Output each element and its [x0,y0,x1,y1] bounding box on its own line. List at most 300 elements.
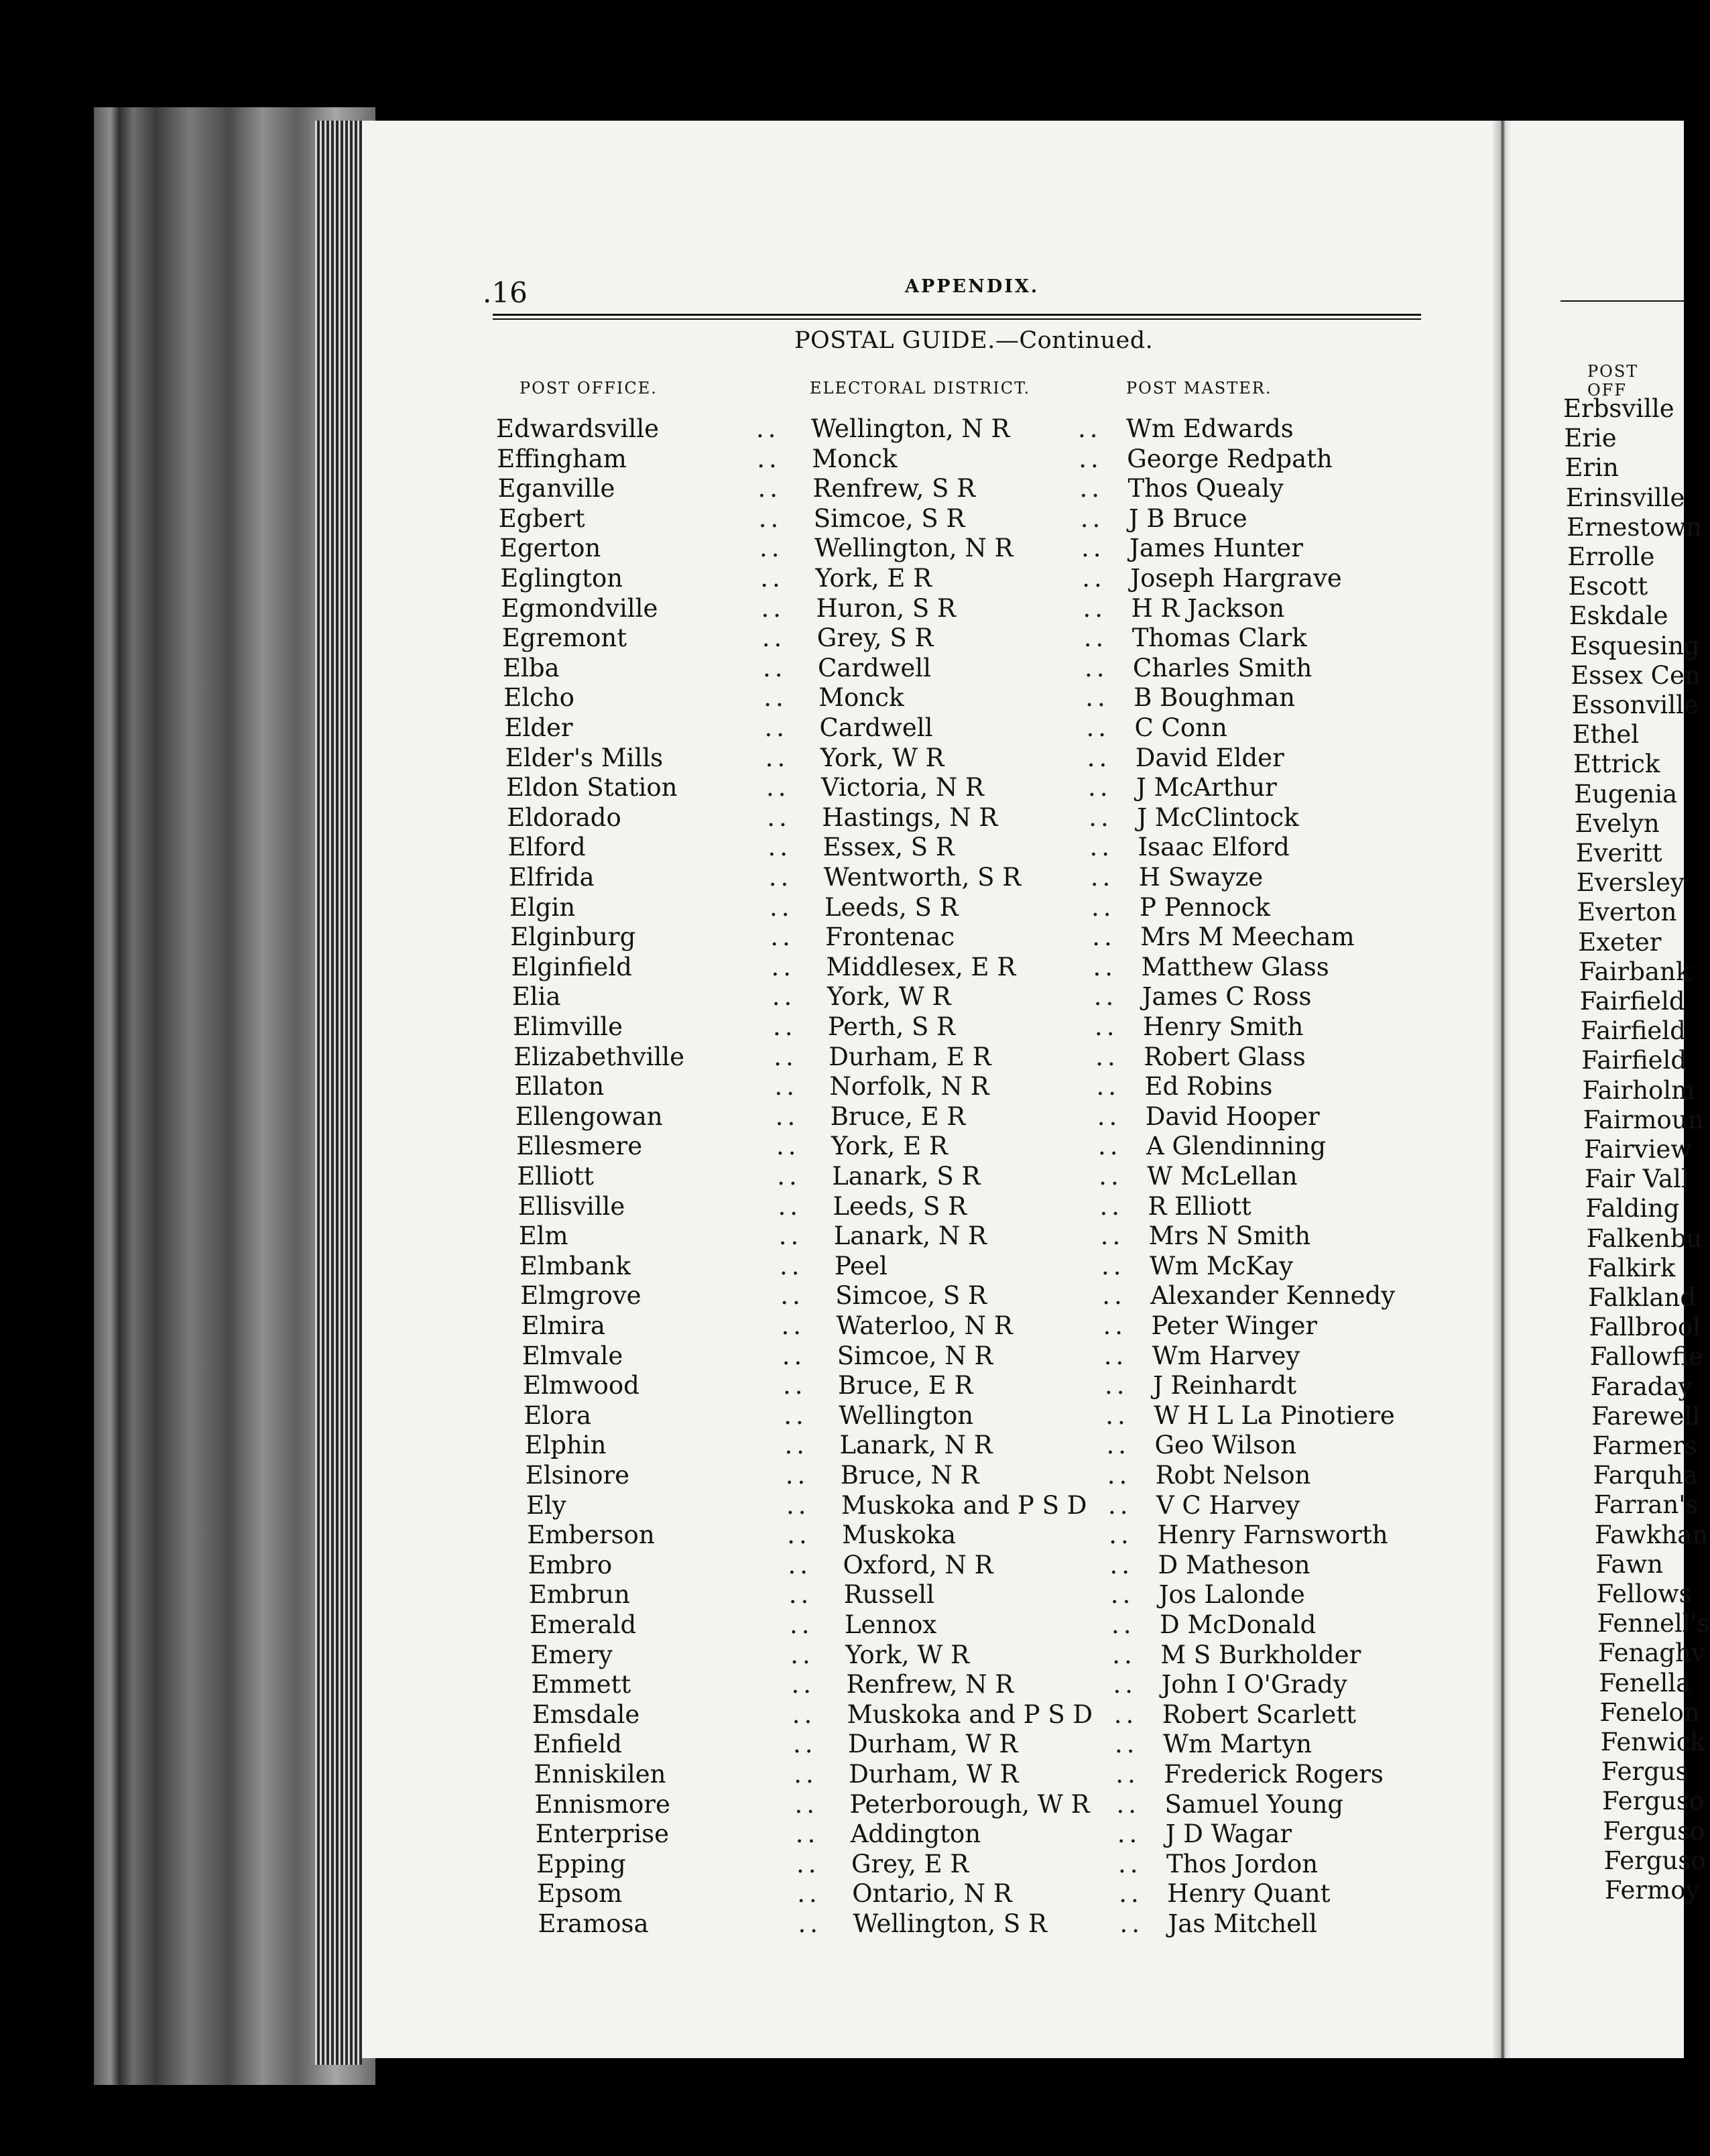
electoral-district: Renfrew, S R [812,474,976,503]
post-office-name: Elginburg [510,922,636,952]
leader-dots: .. [766,773,790,802]
post-office-name: Ellisville [517,1191,625,1221]
post-office-name: Elsinore [525,1461,630,1490]
right-page-post-office: Ettrick [1573,750,1660,779]
leader-dots: .. [788,1550,812,1579]
leader-dots: .. [1089,833,1113,862]
post-master-name: Thos Quealy [1127,474,1284,503]
leader-dots: .. [1103,1311,1127,1340]
right-page-post-office: Erbsville [1563,394,1674,423]
leader-dots: .. [1117,1849,1142,1878]
leader-dots: .. [758,503,783,533]
leader-dots: .. [767,802,791,832]
post-office-name: Elmbank [519,1251,631,1280]
right-page-post-office: Fairbank [1579,957,1691,986]
column-header-post-master: POST MASTER. [1126,379,1272,398]
post-office-name: Effingham [497,444,627,473]
post-office-name: Eglington [500,564,623,593]
leader-dots: .. [792,1699,816,1729]
right-page-post-office: Erinsville [1565,483,1685,512]
table-row [536,1819,1514,1849]
leader-dots: .. [768,863,793,892]
leader-dots: .. [786,1490,810,1520]
leader-dots: .. [778,1191,802,1221]
post-office-name: Emberson [527,1520,655,1550]
right-page-post-office: Escott [1568,572,1648,601]
leader-dots: .. [785,1461,810,1490]
post-office-name: Egmondville [501,593,658,623]
electoral-district: Durham, W R [849,1760,1019,1789]
post-master-name: Ed Robins [1144,1072,1273,1101]
column-header-post-office: POST OFFICE. [520,379,658,398]
right-page-post-office: Errolle [1567,542,1655,571]
page-title: POSTAL GUIDE.—Continued. [794,327,1154,354]
leader-dots: .. [757,444,781,473]
post-office-name: Elgin [509,892,576,922]
post-office-name: Ennismore [534,1789,670,1819]
post-office-name: Epsom [537,1879,623,1909]
leader-dots: .. [1099,1162,1123,1191]
leader-dots: .. [1113,1670,1137,1699]
right-page-post-office: Fawkhan [1595,1520,1709,1549]
electoral-district: Bruce, E R [830,1101,966,1131]
running-head: APPENDIX. [905,276,1040,297]
table-row [526,1491,1505,1520]
table-row [516,1132,1495,1161]
leader-dots: .. [1087,773,1112,802]
leader-dots: .. [778,1221,803,1251]
post-office-name: Elcho [503,683,574,713]
leader-dots: .. [1101,1251,1125,1280]
table-row [530,1610,1508,1640]
leader-dots: .. [771,952,795,981]
right-page-post-office: Fallbrool [1589,1313,1701,1342]
right-page-post-office: Fairfield [1581,1046,1687,1075]
leader-dots: .. [1082,564,1106,593]
right-page-post-office: Fenella [1599,1668,1691,1697]
right-page-post-office: Fairview [1583,1135,1692,1164]
electoral-district: Monck [812,444,898,473]
table-row [500,564,1479,593]
leader-dots: .. [1100,1221,1125,1251]
leader-dots: .. [1090,863,1115,892]
post-master-name: D Matheson [1158,1550,1310,1579]
post-office-name: Ellaton [514,1072,605,1101]
leader-dots: .. [1119,1879,1143,1909]
leader-dots: .. [792,1730,817,1759]
leader-dots: .. [759,534,784,563]
post-master-name: Mrs M Meecham [1140,922,1355,952]
post-office-name: Eldorado [507,802,621,832]
leader-dots: .. [784,1400,808,1430]
electoral-district: Bruce, N R [840,1461,979,1490]
leader-dots: .. [1109,1550,1134,1579]
right-page-post-office: Essex Cen [1571,660,1701,690]
post-master-name: Wm Martyn [1162,1730,1312,1759]
post-office-name: Elia [511,982,561,1012]
electoral-district: Lennox [844,1610,937,1639]
table-row [501,594,1479,623]
page-number: .16 [483,276,528,309]
table-row [517,1162,1495,1191]
table-row [536,1850,1515,1879]
leader-dots: .. [796,1849,820,1878]
electoral-district: Cardwell [817,653,931,682]
table-row [528,1551,1506,1580]
post-office-name: Elmira [521,1311,605,1340]
post-office-name: Elginfield [511,952,632,981]
leader-dots: .. [782,1341,806,1370]
leader-dots: .. [797,1879,821,1909]
right-page-post-office: Fawn [1595,1549,1663,1579]
table-row [533,1730,1512,1759]
leader-dots: .. [1079,474,1104,503]
electoral-district: Durham, E R [829,1042,991,1071]
right-page-post-office: Evelyn [1575,808,1660,838]
leader-dots: .. [1094,1012,1119,1041]
post-office-name: Elimville [512,1012,623,1041]
electoral-district: Durham, W R [847,1730,1018,1759]
post-master-name: Robt Nelson [1155,1461,1311,1490]
post-master-name: Geo Wilson [1154,1431,1297,1460]
post-master-name: J B Bruce [1128,503,1247,533]
post-master-name: David Hooper [1145,1101,1320,1131]
leader-dots: .. [1084,653,1109,682]
electoral-district: Middlesex, E R [826,952,1016,981]
post-master-name: D McDonald [1159,1610,1317,1639]
table-row [505,743,1484,773]
leader-dots: .. [1086,713,1111,742]
electoral-district: Simcoe, S R [813,503,965,533]
post-office-name: Elmgrove [520,1281,642,1311]
right-page-post-office: Fenaghv [1597,1638,1705,1668]
leader-dots: .. [789,1610,814,1639]
leader-dots: .. [764,683,788,713]
table-row [504,713,1483,743]
post-master-name: Frederick Rogers [1164,1760,1384,1789]
post-master-name: Robert Scarlett [1162,1699,1357,1729]
leader-dots: .. [772,982,796,1012]
post-master-name: H Swayze [1138,863,1264,892]
electoral-district: York, W R [845,1640,969,1669]
table-row [509,893,1488,922]
post-master-name: Robert Glass [1144,1042,1306,1071]
post-office-name: Elford [507,833,586,862]
leader-dots: .. [1081,534,1105,563]
right-page-post-office: Erin [1565,453,1619,483]
table-row [496,414,1475,444]
electoral-district: York, E R [815,564,932,593]
leader-dots: .. [761,593,786,623]
post-master-name: J Reinhardt [1152,1371,1297,1400]
post-master-name: Wm Harvey [1152,1341,1300,1370]
post-master-name: B Boughman [1134,683,1295,713]
post-office-name: Ely [526,1490,566,1520]
right-page-post-office: Fallowfie [1589,1342,1704,1372]
leader-dots: .. [757,474,782,503]
leader-dots: .. [1106,1431,1130,1460]
right-page-post-office: Fellows [1596,1579,1692,1608]
post-master-name: Henry Smith [1142,1012,1304,1041]
post-master-name: Samuel Young [1164,1789,1344,1819]
table-row [519,1221,1498,1251]
electoral-district: Simcoe, N R [837,1341,993,1370]
leader-dots: .. [1083,623,1108,653]
post-master-name: V C Harvey [1156,1490,1300,1520]
right-page-post-office: Eugenia [1574,779,1678,808]
header-rule [493,314,1421,320]
leader-dots: .. [769,892,794,922]
electoral-district: Cardwell [819,713,933,742]
right-page-post-office: Farquha [1593,1461,1698,1490]
leader-dots: .. [1099,1191,1123,1221]
post-office-name: Embro [528,1550,613,1579]
post-office-name: Egerton [499,534,601,563]
electoral-district: York, W R [827,982,951,1012]
leader-dots: .. [794,1789,818,1819]
table-row [497,444,1475,474]
leader-dots: .. [1093,952,1117,981]
post-master-name: Jos Lalonde [1158,1580,1305,1610]
leader-dots: .. [760,564,784,593]
table-row [502,623,1481,653]
post-master-name: George Redpath [1127,444,1333,473]
post-office-name: Elfrida [508,863,595,892]
post-master-name: Thos Jordon [1166,1849,1319,1878]
leader-dots: .. [1110,1580,1135,1610]
leader-dots: .. [1109,1520,1133,1550]
column-header-electoral-district: ELECTORAL DISTRICT. [810,379,1031,398]
right-page-post-office: Farran's [1593,1490,1699,1520]
leader-dots: .. [1105,1400,1129,1430]
post-master-name: Alexander Kennedy [1150,1281,1396,1311]
post-master-name: James C Ross [1142,982,1312,1012]
post-office-name: Epping [536,1849,626,1878]
electoral-district: Grey, S R [816,623,934,653]
electoral-district: Leeds, S R [824,892,959,922]
leader-dots: .. [1097,1101,1121,1131]
post-office-name: Emery [530,1640,613,1669]
leader-dots: .. [794,1760,818,1789]
table-row [522,1341,1501,1371]
table-row [506,773,1485,802]
leader-dots: .. [1103,1341,1128,1370]
right-page-post-office: Falding [1585,1194,1680,1223]
leader-dots: .. [1097,1132,1122,1161]
post-office-name: Elmwood [522,1371,639,1400]
leader-dots: .. [1114,1730,1139,1759]
post-office-name: Eldon Station [505,773,678,802]
leader-dots: .. [1107,1490,1132,1520]
electoral-district: Bruce, E R [837,1371,973,1400]
post-office-name: Enniskilen [534,1760,666,1789]
post-office-name: Embrun [528,1580,630,1610]
leader-dots: .. [761,623,786,653]
post-master-name: David Elder [1135,743,1284,772]
post-office-name: Elizabethville [513,1042,685,1071]
right-page-post-office: Fair Vall [1585,1164,1689,1194]
leader-dots: .. [779,1251,804,1280]
post-office-name: Egremont [501,623,627,653]
leader-dots: .. [1113,1699,1138,1729]
post-office-name: Emmett [531,1670,631,1699]
right-page-post-office: Esquesing [1569,631,1700,660]
right-page-post-office: Ferguso [1603,1846,1706,1875]
leader-dots: .. [768,833,792,862]
table-row [523,1371,1502,1400]
electoral-district: Frontenac [825,922,955,952]
post-office-name: Edwardsville [496,414,660,443]
leader-dots: .. [1107,1461,1132,1490]
leader-dots: .. [1116,1789,1140,1819]
leader-dots: .. [780,1281,804,1311]
leader-dots: .. [784,1431,808,1460]
table-row [513,1042,1492,1072]
right-page-post-office: Everitt [1575,839,1662,867]
post-master-name: Jas Mitchell [1168,1909,1317,1938]
leader-dots: .. [1079,444,1103,473]
electoral-district: Wellington, N R [814,534,1014,563]
post-master-name: J D Wagar [1165,1819,1292,1849]
post-master-name: R Elliott [1148,1191,1251,1221]
post-office-name: Elm [518,1221,568,1251]
post-office-name: Egbert [498,503,585,533]
leader-dots: .. [1102,1281,1126,1311]
leader-dots: .. [1083,593,1107,623]
electoral-district: Russell [843,1580,934,1610]
table-row [499,534,1478,563]
leader-dots: .. [770,922,794,952]
leader-dots: .. [1095,1042,1119,1071]
right-page-post-office: Eversley [1576,868,1685,898]
right-page-post-office: Ferguso [1603,1816,1705,1846]
leader-dots: .. [1096,1072,1120,1101]
leader-dots: .. [1087,743,1111,772]
electoral-district: Peel [834,1251,888,1280]
post-master-name: Mrs N Smith [1148,1221,1311,1251]
right-page-post-office: Everton [1577,898,1677,927]
right-page-post-office: Fergus [1601,1757,1689,1787]
leader-dots: .. [787,1520,811,1550]
leader-dots: .. [1085,683,1109,713]
right-page-post-office: Farewell [1591,1401,1701,1431]
electoral-district: Renfrew, N R [846,1670,1014,1699]
table-row [503,654,1481,683]
post-master-name: M S Burkholder [1160,1640,1361,1669]
leader-dots: .. [1093,982,1118,1012]
leader-dots: .. [788,1580,813,1610]
table-row [507,803,1485,833]
electoral-district: Muskoka [842,1520,957,1550]
post-office-name: Elder's Mills [505,743,664,772]
right-page-post-office: Ernestown [1566,512,1702,542]
leader-dots: .. [1115,1760,1140,1789]
table-row [538,1909,1516,1939]
table-row [524,1431,1503,1460]
post-master-name: Charles Smith [1132,653,1312,682]
table-row [524,1401,1502,1431]
electoral-district: Leeds, S R [833,1191,967,1221]
table-row [520,1281,1499,1311]
leader-dots: .. [762,653,787,682]
post-office-name: Elder [504,713,573,742]
post-master-name: Matthew Glass [1141,952,1329,981]
table-row [530,1640,1509,1670]
leader-dots: .. [777,1162,801,1191]
leader-dots: .. [1091,892,1115,922]
leader-dots: .. [795,1819,820,1849]
post-master-name: Joseph Hargrave [1130,564,1342,593]
electoral-district: Waterloo, N R [836,1311,1013,1340]
post-master-name: A Glendinning [1146,1132,1327,1161]
post-office-name: Emerald [529,1610,637,1639]
table-row [499,504,1477,534]
post-office-name: Eganville [497,474,615,503]
post-master-name: W H L La Pinotiere [1154,1400,1395,1430]
electoral-district: Wellington, N R [811,414,1010,443]
electoral-district: Addington [850,1819,981,1849]
right-page-post-office: Fairfield [1579,987,1685,1016]
post-master-name: John I O'Grady [1161,1670,1347,1699]
table-row [509,863,1487,892]
post-master-name: James Hunter [1129,534,1303,563]
table-row [537,1879,1516,1909]
right-page-post-office: Farmers [1592,1431,1697,1460]
leader-dots: .. [775,1101,800,1131]
post-office-name: Elmvale [522,1341,623,1370]
leader-dots: .. [776,1132,800,1161]
leader-dots: .. [790,1640,814,1669]
leader-dots: .. [774,1042,798,1071]
leader-dots: .. [798,1909,822,1938]
electoral-district: Ontario, N R [852,1879,1012,1909]
right-page-post-office: Ethel [1572,720,1640,750]
post-master-name: H R Jackson [1131,593,1285,623]
electoral-district: York, W R [820,743,944,772]
table-row [503,683,1482,713]
table-row [511,953,1489,982]
leader-dots: .. [1119,1909,1144,1938]
post-master-name: J McClintock [1137,802,1299,832]
table-row [497,474,1476,503]
table-row [520,1252,1498,1281]
post-master-name: J McArthur [1136,773,1277,802]
right-page-post-office: Eskdale [1569,601,1668,631]
post-office-name: Enfield [532,1730,622,1759]
post-office-name: Emsdale [532,1699,640,1729]
post-master-name: P Pennock [1139,892,1270,922]
leader-dots: .. [791,1670,815,1699]
leader-dots: .. [1111,1610,1136,1639]
table-row [512,982,1491,1012]
electoral-district: Hastings, N R [822,802,998,832]
right-page-post-office: Erie [1564,424,1617,453]
electoral-district: York, E R [831,1132,948,1161]
post-office-name: Ellesmere [515,1132,643,1161]
electoral-district: Norfolk, N R [829,1072,989,1101]
electoral-district: Muskoka and P S D [841,1490,1087,1520]
post-master-name: Peter Winger [1151,1311,1318,1340]
right-page-post-office: Falkenbu [1586,1223,1703,1253]
post-office-name: Elphin [524,1431,607,1460]
table-row [514,1072,1493,1101]
post-master-name: Henry Quant [1167,1879,1331,1909]
electoral-district: Essex, S R [822,833,955,862]
electoral-district: Victoria, N R [820,773,984,802]
post-master-name: Wm McKay [1149,1251,1294,1280]
electoral-district: Huron, S R [816,593,956,623]
electoral-district: Grey, E R [851,1849,969,1878]
